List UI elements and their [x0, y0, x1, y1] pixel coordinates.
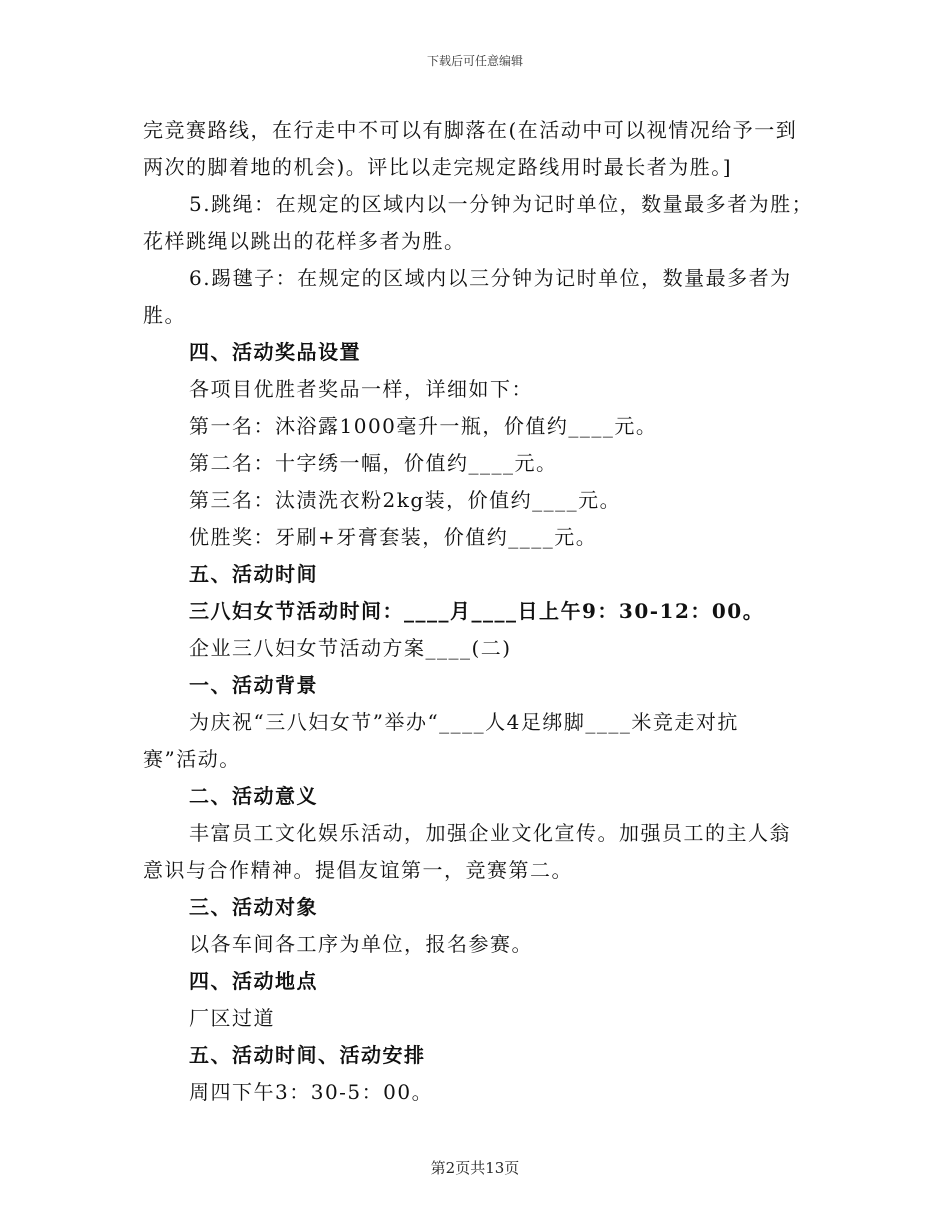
section-heading: 四、活动奖品设置: [189, 340, 361, 364]
paragraph-line: 两次的脚着地的机会)。评比以走完规定路线用时最长者为胜。]: [143, 155, 733, 179]
section-heading: 三、活动对象: [189, 895, 318, 919]
paragraph-line: 以各车间各工序为单位，报名参赛。: [189, 932, 533, 956]
paragraph-line: 为庆祝“三八妇女节”举办“____人4足绑脚____米竞走对抗: [189, 710, 739, 734]
event-time-line: 三八妇女节活动时间：____月____日上午9：30-12：00。: [189, 599, 765, 623]
section-heading: 五、活动时间: [189, 562, 318, 586]
section-heading: 四、活动地点: [189, 969, 318, 993]
section-heading: 一、活动背景: [189, 673, 318, 697]
paragraph-line: 各项目优胜者奖品一样，详细如下：: [189, 377, 533, 401]
paragraph-line: 完竞赛路线，在行走中不可以有脚落在(在活动中可以视情况给予一到: [143, 118, 798, 142]
paragraph-line: 5.跳绳：在规定的区域内以一分钟为记时单位，数量最多者为胜；: [189, 192, 814, 216]
paragraph-line: 丰富员工文化娱乐活动，加强企业文化宣传。加强员工的主人翁: [189, 821, 791, 845]
paragraph-line: 花样跳绳以跳出的花样多者为胜。: [143, 229, 466, 253]
paragraph-line: 赛”活动。: [143, 747, 241, 771]
paragraph-line: 意识与合作精神。提倡友谊第一，竞赛第二。: [143, 858, 573, 882]
prize-line: 第三名：汰渍洗衣粉2kg装，价值约____元。: [189, 488, 622, 512]
paragraph-line: 6.踢毽子：在规定的区域内以三分钟为记时单位，数量最多者为: [189, 266, 792, 290]
section-heading: 五、活动时间、活动安排: [189, 1043, 426, 1067]
prize-line: 第一名：沐浴露1000毫升一瓶，价值约____元。: [189, 414, 658, 438]
document-body: [143, 112, 813, 1111]
page-header: 下载后可任意编辑: [426, 54, 523, 68]
subtitle-line: 企业三八妇女节活动方案____(二): [189, 636, 512, 660]
paragraph-line: 厂区过道: [189, 1006, 275, 1030]
prize-line: 优胜奖：牙刷+牙膏套装，价值约____元。: [189, 525, 598, 549]
page-footer: 第2页共13页: [430, 1159, 520, 1177]
paragraph-line: 周四下午3：30-5：00。: [189, 1080, 434, 1104]
section-heading: 二、活动意义: [189, 784, 318, 808]
prize-line: 第二名：十字绣一幅，价值约____元。: [189, 451, 558, 475]
paragraph-line: 胜。: [143, 303, 186, 327]
